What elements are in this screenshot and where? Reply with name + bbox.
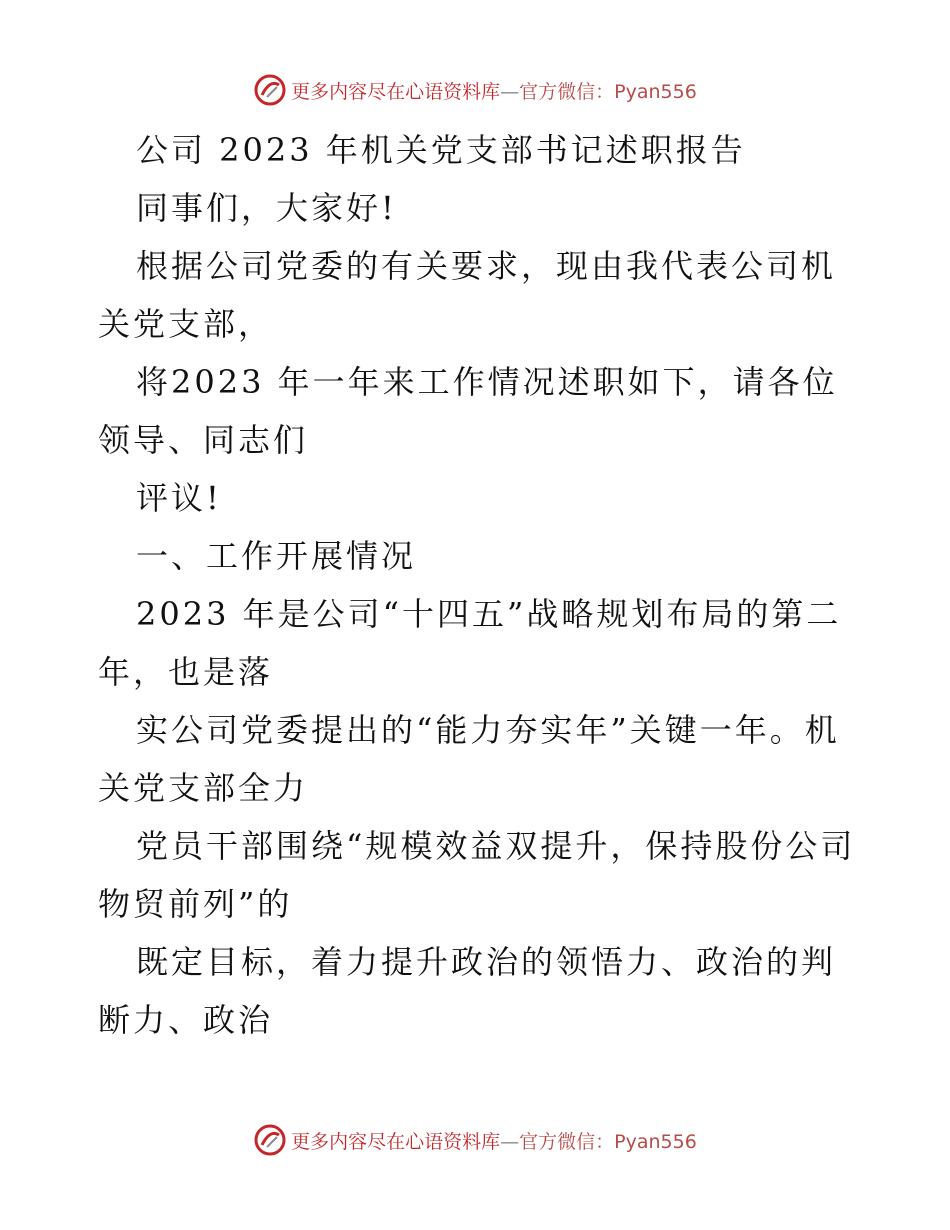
banner-text: 更多内容尽在心语资料库 bbox=[291, 80, 501, 103]
footer-watermark-banner bbox=[0, 1120, 950, 1160]
logo-icon bbox=[253, 73, 287, 107]
banner-contact: 官方微信：Pyan556 bbox=[519, 1130, 697, 1153]
banner-text: 更多内容尽在心语资料库 bbox=[291, 1130, 501, 1153]
banner-dash: — bbox=[500, 80, 520, 103]
logo-icon bbox=[253, 1123, 287, 1157]
paragraph: 根据公司党委的有关要求，现由我代表公司机关党支部， bbox=[98, 247, 837, 343]
paragraph: 实公司党委提出的“能力夯实年”关键一年。机关党支部全力 bbox=[98, 711, 840, 807]
paragraph: 评议! bbox=[136, 479, 222, 517]
paragraph: 将2023 年一年来工作情况述职如下，请各位领导、同志们 bbox=[98, 363, 838, 459]
section-heading: 一、工作开展情况 bbox=[136, 537, 417, 575]
paragraph: 党员干部围绕“规模效益双提升，保持股份公司物贸前列”的 bbox=[98, 827, 856, 923]
document-body bbox=[98, 121, 858, 1049]
paragraph: 同事们，大家好! bbox=[136, 189, 397, 227]
header-watermark-banner bbox=[0, 70, 950, 110]
paragraph: 既定目标，着力提升政治的领悟力、政治的判断力、政治 bbox=[98, 943, 837, 1039]
paragraph: 2023 年是公司“十四五”战略规划布局的第二年，也是落 bbox=[98, 595, 842, 691]
banner-contact: 官方微信：Pyan556 bbox=[519, 80, 697, 103]
document-title: 公司 2023 年机关党支部书记述职报告 bbox=[136, 131, 746, 169]
banner-dash: — bbox=[500, 1130, 520, 1153]
